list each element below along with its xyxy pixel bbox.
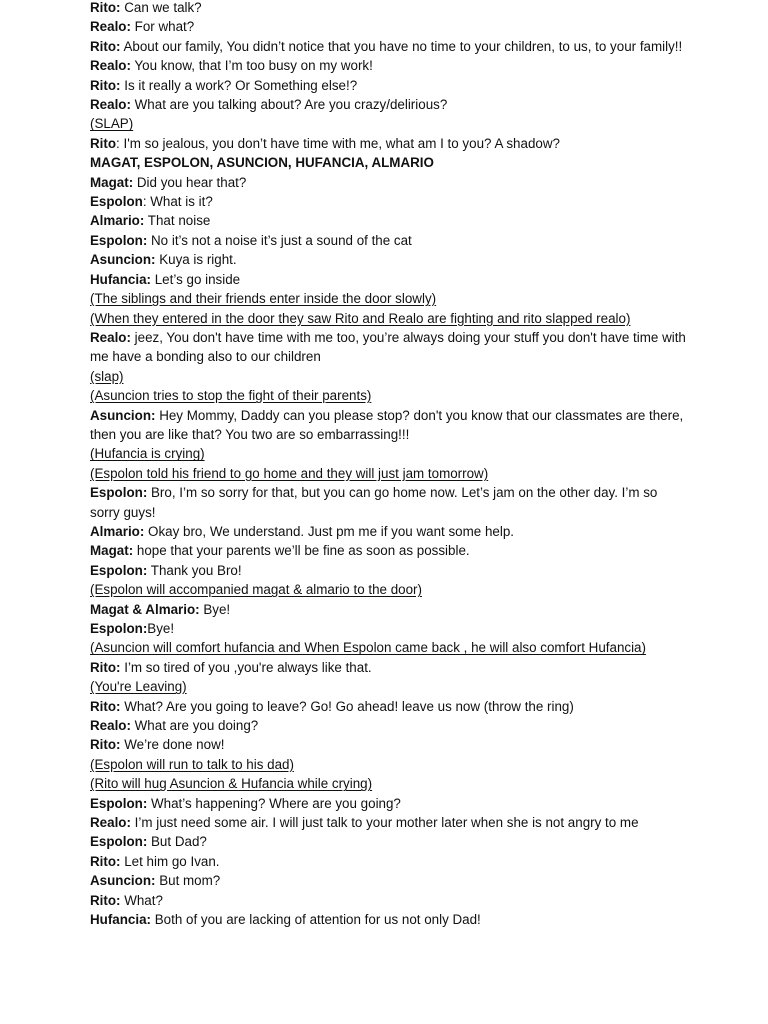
dialogue-line — [90, 328, 690, 367]
dialogue-line — [90, 56, 690, 75]
dialogue-line — [90, 173, 690, 192]
dialogue-text: What are you talking about? Are you crazy/delirious? — [130, 97, 448, 113]
dialogue-line — [90, 231, 690, 250]
speaker-name: Realo: — [90, 329, 131, 345]
stage-direction-text: (slap) — [90, 368, 124, 384]
dialogue-line — [90, 522, 690, 541]
speaker-name: Realo: — [90, 58, 131, 74]
dialogue-text: But Dad? — [147, 834, 207, 850]
dialogue-text: I’m just need some air. I will just talk to your mother later when she is not angry to me — [130, 815, 639, 831]
dialogue-text: jeez, You don't have time with me too, you’re always doing your stuff you don't have time with me have a bonding also to our children — [90, 329, 686, 365]
stage-direction-text: (SLAP) — [90, 116, 134, 132]
dialogue-line — [90, 794, 690, 813]
speaker-name: Rito — [90, 135, 117, 151]
dialogue-line — [90, 891, 690, 910]
dialogue-line — [90, 270, 690, 289]
dialogue-line — [90, 832, 690, 851]
cast-list-text: MAGAT, ESPOLON, ASUNCION, HUFANCIA, ALMARIO — [90, 155, 434, 171]
dialogue-line — [90, 406, 690, 445]
speaker-name: Asuncion: — [90, 252, 156, 268]
stage-direction-text: (Hufancia is crying) — [90, 446, 205, 462]
dialogue-line — [90, 619, 690, 638]
dialogue-line — [90, 0, 690, 17]
dialogue-line — [90, 192, 690, 211]
speaker-name: Rito: — [90, 698, 121, 714]
dialogue-line — [90, 813, 690, 832]
dialogue-line — [90, 541, 690, 560]
dialogue-line — [90, 250, 690, 269]
stage-direction-text: (The siblings and their friends enter inside the door slowly) — [90, 291, 437, 307]
speaker-name: Rito: — [90, 77, 121, 93]
speaker-name: Almario: — [90, 523, 145, 539]
dialogue-line — [90, 852, 690, 871]
speaker-name: Hufancia: — [90, 912, 152, 928]
speaker-name: Magat: — [90, 174, 134, 190]
dialogue-text: You know, that I’m too busy on my work! — [130, 58, 373, 74]
dialogue-line — [90, 658, 690, 677]
dialogue-text: But mom? — [155, 873, 221, 889]
dialogue-line — [90, 910, 690, 929]
speaker-name: Espolon: — [90, 232, 148, 248]
dialogue-text: Bye! — [199, 601, 231, 617]
speaker-name: Espolon — [90, 194, 143, 210]
dialogue-text: Both of you are lacking of attention for us not only Dad! — [151, 912, 481, 928]
dialogue-line — [90, 211, 690, 230]
dialogue-line — [90, 37, 690, 56]
stage-direction-text: (Espolon will run to talk to his dad) — [90, 756, 294, 772]
dialogue-line — [90, 716, 690, 735]
dialogue-line — [90, 134, 690, 153]
speaker-name: Hufancia: — [90, 271, 152, 287]
dialogue-line — [90, 76, 690, 95]
stage-direction — [90, 464, 690, 483]
stage-direction-text: (Asuncion tries to stop the fight of their parents) — [90, 388, 372, 404]
stage-direction — [90, 444, 690, 463]
stage-direction-text: (When they entered in the door they saw Rito and Realo are fighting and rito slapped realo) — [90, 310, 631, 326]
dialogue-text: That noise — [144, 213, 211, 229]
dialogue-line — [90, 483, 690, 522]
stage-direction — [90, 367, 690, 386]
dialogue-text: Let’s go inside — [151, 271, 241, 287]
dialogue-text: Can we talk? — [120, 0, 202, 15]
speaker-name: Asuncion: — [90, 407, 156, 423]
scene-cast-heading — [90, 153, 690, 172]
dialogue-text: What? — [120, 892, 163, 908]
dialogue-line — [90, 17, 690, 36]
stage-direction — [90, 114, 690, 133]
script-body — [90, 0, 690, 930]
dialogue-line — [90, 95, 690, 114]
speaker-name: Espolon: — [90, 621, 148, 636]
speaker-name: Almario: — [90, 213, 145, 229]
stage-direction — [90, 677, 690, 696]
speaker-name: Realo: — [90, 97, 131, 113]
dialogue-text: We’re done now! — [120, 737, 225, 753]
speaker-name: Espolon: — [90, 834, 148, 850]
stage-direction — [90, 755, 690, 774]
stage-direction — [90, 386, 690, 405]
dialogue-text: Thank you Bro! — [147, 562, 242, 578]
dialogue-text: : I'm so jealous, you don’t have time with me, what am I to you? A shadow? — [116, 135, 560, 151]
dialogue-text: No it’s not a noise it’s just a sound of the cat — [147, 232, 412, 248]
stage-direction — [90, 774, 690, 793]
speaker-name: Rito: — [90, 737, 121, 753]
speaker-name: Rito: — [90, 853, 121, 869]
speaker-name: Asuncion: — [90, 873, 156, 889]
dialogue-text: Kuya is right. — [155, 252, 237, 268]
dialogue-text: What’s happening? Where are you going? — [147, 795, 401, 811]
dialogue-text: Is it really a work? Or Something else!? — [120, 77, 358, 93]
speaker-name: Magat & Almario: — [90, 601, 200, 617]
speaker-name: Realo: — [90, 19, 131, 35]
speaker-name: Espolon: — [90, 795, 148, 811]
dialogue-text: Okay bro, We understand. Just pm me if you want some help. — [144, 523, 514, 539]
speaker-name: Realo: — [90, 815, 131, 831]
speaker-name: Rito: — [90, 0, 121, 15]
dialogue-text: Did you hear that? — [133, 174, 247, 190]
dialogue-text: Hey Mommy, Daddy can you please stop? don't you know that our classmates are there, then you are like that? You two are so embarrassing!!! — [90, 407, 684, 442]
dialogue-text: About our family, You didn’t notice that you have no time to your children, to us, to your family!! — [120, 38, 683, 54]
dialogue-text: Let him go Ivan. — [120, 853, 220, 869]
speaker-name: Magat: — [90, 543, 134, 559]
speaker-name: Rito: — [90, 892, 121, 908]
dialogue-line — [90, 697, 690, 716]
stage-direction-text: (Asuncion will comfort hufancia and When Espolon came back , he will also comfort Hufancia) — [90, 640, 646, 656]
dialogue-text: What are you doing? — [130, 718, 259, 734]
dialogue-text: Bye! — [147, 621, 175, 636]
dialogue-text: Bro, I’m so sorry for that, but you can go home now. Let’s jam on the other day. I’m so sorry guys! — [90, 485, 658, 520]
dialogue-line — [90, 871, 690, 890]
dialogue-line — [90, 600, 690, 619]
dialogue-text: : What is it? — [142, 194, 213, 210]
speaker-name: Rito: — [90, 659, 121, 675]
stage-direction — [90, 309, 690, 328]
dialogue-text: For what? — [130, 19, 195, 35]
dialogue-text: What? Are you going to leave? Go! Go ahead! leave us now (throw the ring) — [120, 698, 574, 714]
stage-direction — [90, 289, 690, 308]
stage-direction-text: (Espolon told his friend to go home and they will just jam tomorrow) — [90, 465, 489, 481]
dialogue-line — [90, 735, 690, 754]
speaker-name: Espolon: — [90, 485, 148, 501]
dialogue-text: I’m so tired of you ,you're always like that. — [120, 659, 372, 675]
dialogue-line — [90, 561, 690, 580]
stage-direction-text: (Rito will hug Asuncion & Hufancia while crying) — [90, 776, 373, 792]
speaker-name: Realo: — [90, 718, 131, 734]
stage-direction — [90, 580, 690, 599]
dialogue-text: hope that your parents we’ll be fine as soon as possible. — [133, 543, 470, 559]
speaker-name: Espolon: — [90, 562, 148, 578]
stage-direction-text: (Espolon will accompanied magat & almario to the door) — [90, 582, 422, 598]
stage-direction-text: (You're Leaving) — [90, 679, 187, 695]
speaker-name: Rito: — [90, 38, 121, 54]
stage-direction — [90, 638, 690, 657]
